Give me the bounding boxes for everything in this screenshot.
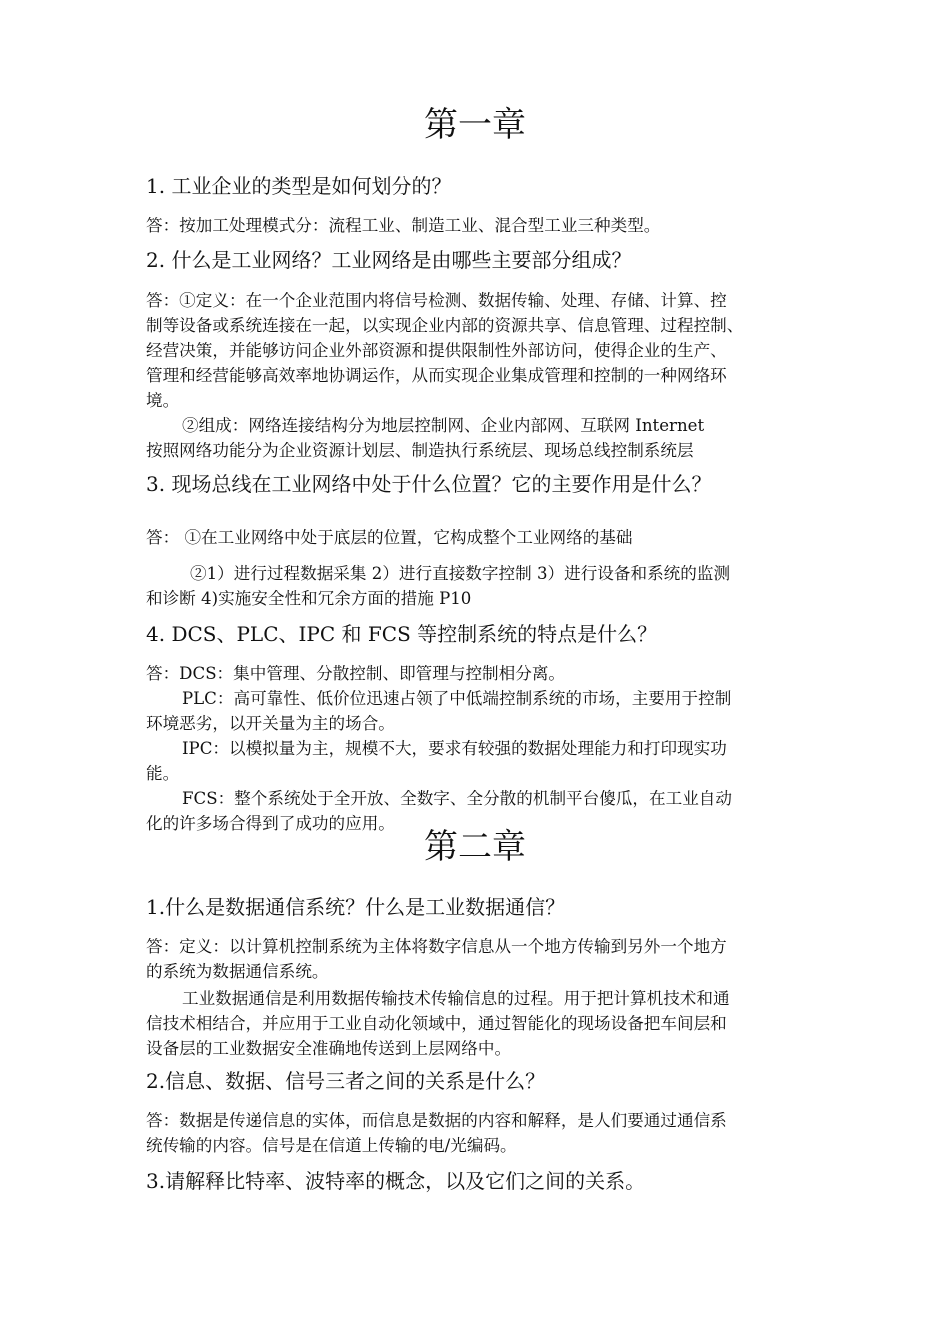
answer-1-4-line: FCS：整个系统处于全开放、全数字、全分散的机制平台傻瓜，在工业自动 [182,789,732,808]
answer-2-2-line: 统传输的内容。信号是在信道上传输的电/光编码。 [146,1136,517,1155]
answer-1-3-line: ②1）进行过程数据采集 2）进行直接数字控制 3）进行设备和系统的监测 [190,564,731,583]
answer-2-1-line: 工业数据通信是利用数据传输技术传输信息的过程。用于把计算机技术和通 [182,989,730,1008]
answer-2-1-line: 答：定义：以计算机控制系统为主体将数字信息从一个地方传输到另外一个地方 [146,937,727,956]
answer-1-1: 答：按加工处理模式分：流程工业、制造工业、混合型工业三种类型。 [146,216,661,235]
answer-1-2-line: 经营决策，并能够访问企业外部资源和提供限制性外部访问，使得企业的生产、 [146,341,727,360]
answer-1-2-line: 制等设备或系统连接在一起，以实现企业内部的资源共享、信息管理、过程控制、 [146,316,744,335]
answer-2-1-line: 设备层的工业数据安全准确地传送到上层网络中。 [146,1039,512,1058]
answer-2-2-line: 答：数据是传递信息的实体，而信息是数据的内容和解释，是人们要通过通信系 [146,1111,727,1130]
answer-2-1-line: 信技术相结合，并应用于工业自动化领域中，通过智能化的现场设备把车间层和 [146,1014,727,1033]
answer-1-4-line: 能。 [146,764,180,783]
question-2-2: 2.信息、数据、信号三者之间的关系是什么？ [146,1069,546,1093]
question-2-3: 3.请解释比特率、波特率的概念，以及它们之间的关系。 [146,1169,646,1193]
question-1-1: 1. 工业企业的类型是如何划分的？ [146,174,452,198]
answer-1-3-line: 和诊断 4)实施安全性和冗余方面的措施 P10 [146,589,472,608]
chapter-2-title: 第二章 [424,827,526,867]
answer-1-4-line: IPC：以模拟量为主，规模不大，要求有较强的数据处理能力和打印现实功 [182,739,727,758]
answer-1-2-line: 按照网络功能分为企业资源计划层、制造执行系统层、现场总线控制系统层 [146,441,694,460]
answer-1-2-line: 境。 [146,391,180,410]
answer-1-4-line: 答：DCS：集中管理、分散控制、即管理与控制相分离。 [146,664,566,683]
answer-1-4-line: 化的许多场合得到了成功的应用。 [146,814,395,833]
answer-1-2-line: 管理和经营能够高效率地协调运作，从而实现企业集成管理和控制的一种网络环 [146,366,727,385]
answer-1-2-line: ②组成：网络连接结构分为地层控制网、企业内部网、互联网 Internet [182,416,705,435]
question-1-3: 3. 现场总线在工业网络中处于什么位置？它的主要作用是什么？ [146,472,712,496]
question-2-1: 1.什么是数据通信系统？什么是工业数据通信？ [146,895,566,919]
answer-1-4-line: 环境恶劣，以开关量为主的场合。 [146,714,395,733]
answer-1-3-line: 答： ①在工业网络中处于底层的位置，它构成整个工业网络的基础 [146,528,633,547]
question-1-4: 4. DCS、PLC、IPC 和 FCS 等控制系统的特点是什么？ [146,622,658,646]
question-1-2: 2. 什么是工业网络？工业网络是由哪些主要部分组成？ [146,248,632,272]
answer-2-1-line: 的系统为数据通信系统。 [146,962,329,981]
chapter-1-title: 第一章 [424,105,526,145]
answer-1-4-line: PLC：高可靠性、低价位迅速占领了中低端控制系统的市场，主要用于控制 [182,689,732,708]
answer-1-2-line: 答：①定义：在一个企业范围内将信号检测、数据传输、处理、存储、计算、控 [146,291,727,310]
